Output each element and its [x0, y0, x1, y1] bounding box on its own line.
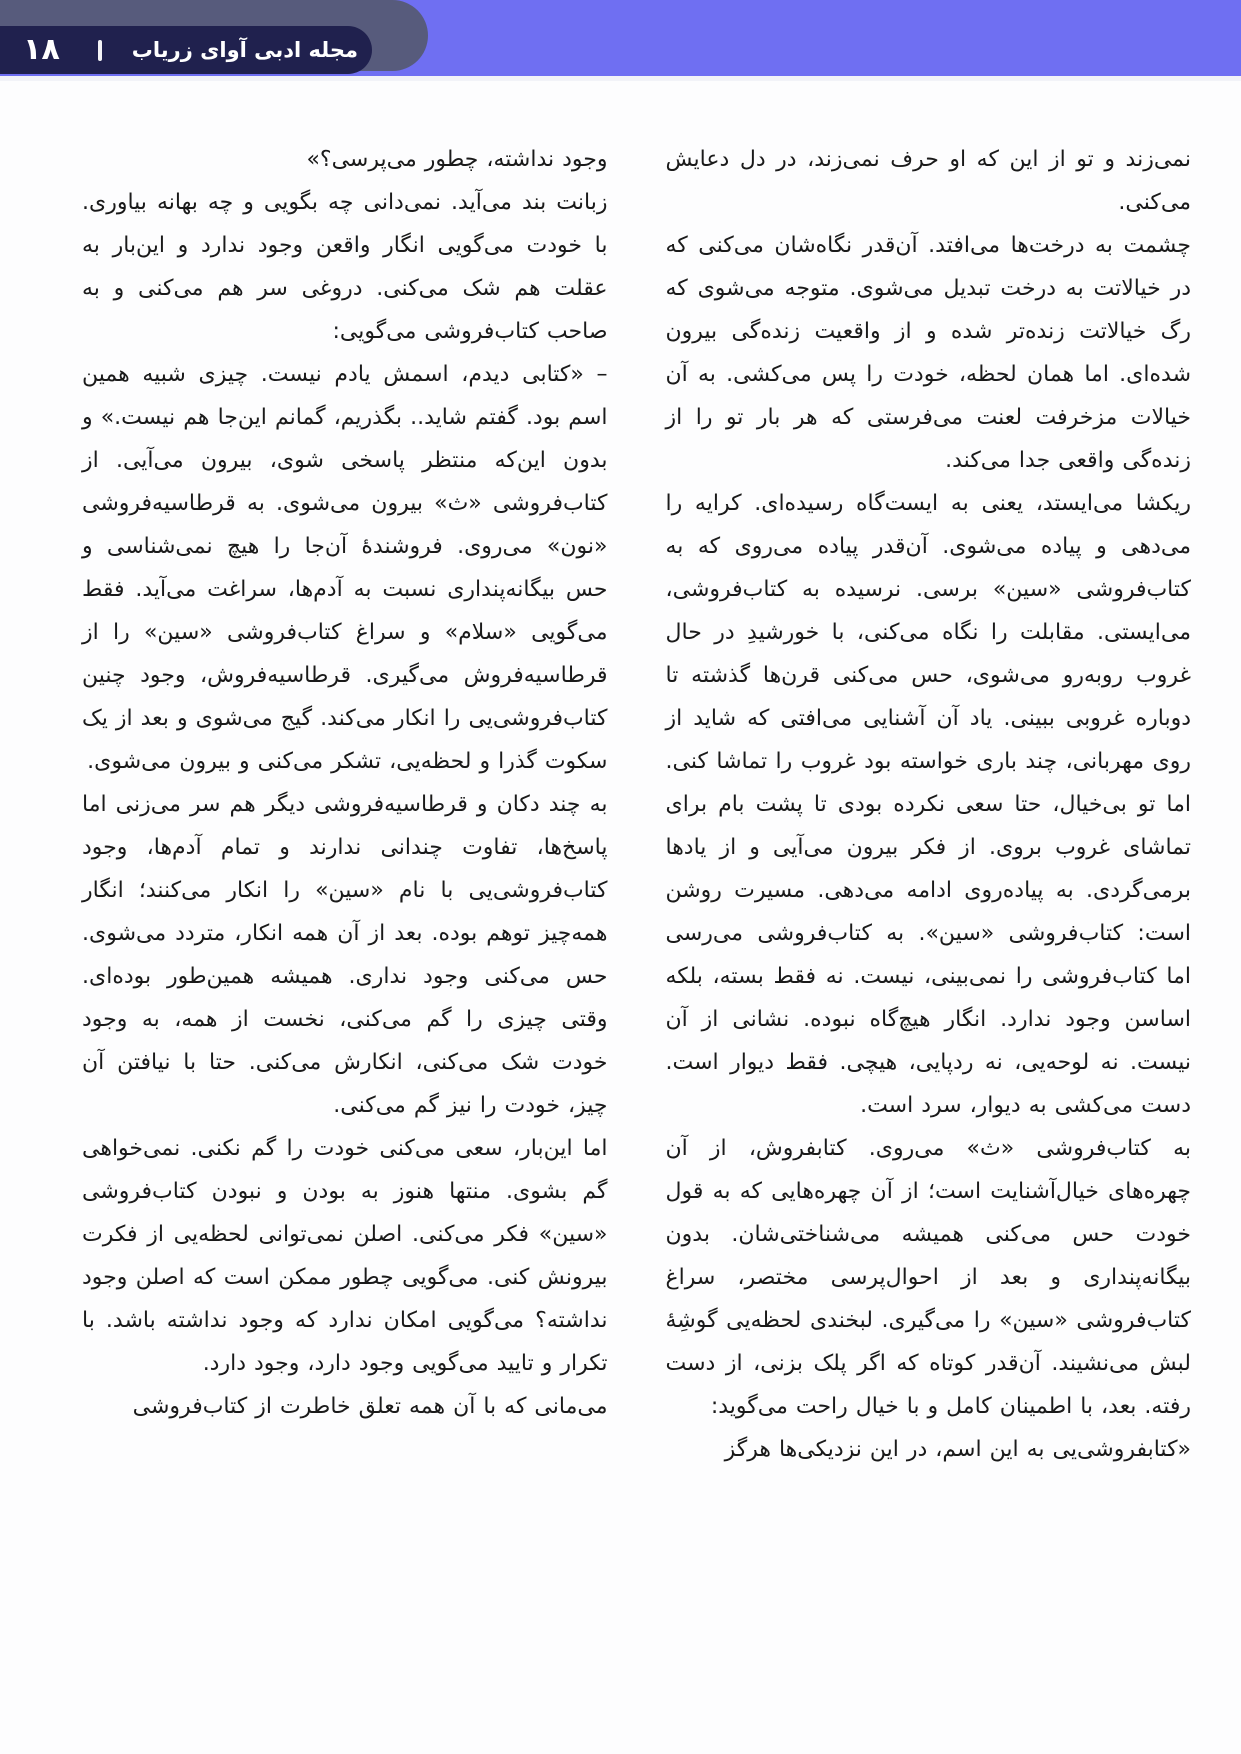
- article-body: [82, 138, 1191, 1471]
- paragraph: می‌مانی که با آن همه تعلق خاطرت از کتاب‌فروشی: [132, 1394, 608, 1419]
- paragraph: به کتاب‌فروشی «ث» می‌روی. کتابفروش، از آن چهره‌های خیال‌آشنایت است؛ از آن چهره‌هایی که به قول خودت حس می‌کنی همیشه می‌شناختی‌شان. بدون بیگانه‌پنداری و بعد از احوال‌پرسی مختصر، سراغ کتاب‌فروشی «سین» را می‌گیری. لبخندی لحظه‌یی گوشِهٔ لبش می‌نشیند. آن‌قدر کوتاه که اگر پلک بزنی، از دست رفته. بعد، با اطمینان کامل و با خیال راحت می‌گوید:: [665, 1136, 1191, 1419]
- paragraph: اما این‌بار، سعی می‌کنی خودت را گم نکنی. نمی‌خواهی گم بشوی. منتها هنوز به بودن و نبودن کتاب‌فروشی «سین» فکر می‌کنی. اصلن نمی‌توانی لحظه‌یی از فکرت بیرونش کنی. می‌گویی چطور ممکن است که اصلن وجود نداشته؟ می‌گویی امکان ندارد که وجود نداشته باشد. با تکرار و تایید می‌گویی وجود دارد، وجود دارد.: [82, 1136, 608, 1376]
- page-number: ۱۸: [23, 32, 60, 67]
- paragraph: زبانت بند می‌آید. نمی‌دانی چه بگویی و چه بهانه بیاوری. با خودت می‌گویی انگار واقعن وجود ندارد و این‌بار به عقلت هم شک می‌کنی. دروغی سر هم می‌کنی و به صاحب کتاب‌فروشی می‌گویی:: [82, 190, 608, 344]
- paragraph: – «کتابی دیدم، اسمش یادم نیست. چیزی شبیه همین اسم بود. گفتم شاید.. بگذریم، گمانم این‌جا هم نیست.» و بدون این‌که منتظر پاسخی شوی، بیرون می‌آیی. از کتاب‌فروشی «ث» بیرون می‌شوی. به قرطاسیه‌فروشی «نون» می‌روی. فروشندهٔ آن‌جا را هیچ نمی‌شناسی و حس بیگانه‌پنداری نسبت به آدم‌ها، سراغت می‌آید. فقط می‌گویی «سلام» و سراغ کتاب‌فروشی «سین» را از قرطاسیه‌فروش می‌گیری. قرطاسیه‌فروش، وجود چنین کتاب‌فروشی‌یی را انکار می‌کند. گیج می‌شوی و بعد از یک سکوت گذرا و لحظه‌یی، تشکر می‌کنی و بیرون می‌شوی.: [82, 362, 608, 774]
- header-pill: [0, 26, 372, 74]
- magazine-title: مجله ادبی آوای زریاب: [131, 38, 358, 62]
- column-right: [666, 138, 1192, 1471]
- paragraph: نمی‌زند و تو از این که او حرف نمی‌زند، در دل دعایش می‌کنی.: [665, 147, 1191, 215]
- paragraph: وجود نداشته، چطور می‌پرسی؟»: [306, 147, 608, 172]
- paragraph: «کتابفروشی‌یی به این اسم، در این نزدیکی‌ها هرگز: [724, 1437, 1191, 1462]
- column-left: [82, 138, 608, 1428]
- header-divider-bar: [98, 40, 102, 61]
- paragraph: به چند دکان و قرطاسیه‌فروشی دیگر هم سر می‌زنی اما پاسخ‌ها، تفاوت چندانی ندارند و تمام آدم‌ها، وجود کتاب‌فروشی‌یی با نام «سین» را انکار می‌کنند؛ انگار همه‌چیز توهم بوده. بعد از آن همه انکار، متردد می‌شوی. حس می‌کنی وجود نداری. همیشه همین‌طور بوده‌ای. وقتی چیزی را گم می‌کنی، نخست از همه، به وجود خودت شک می‌کنی، انکارش می‌کنی. حتا با نیافتن آن چیز، خودت را نیز گم می‌کنی.: [82, 792, 608, 1118]
- paragraph: ریکشا می‌ایستد، یعنی به ایست‌گاه رسیده‌ای. کرایه را می‌دهی و پیاده می‌شوی. آن‌قدر پیاده می‌روی که به کتاب‌فروشی «سین» برسی. نرسیده به کتاب‌فروشی، می‌ایستی. مقابلت را نگاه می‌کنی، با خورشیدِ در حال غروب روبه‌رو می‌شوی، حس می‌کنی قرن‌ها گذشته تا دوباره غروبی ببینی. یاد آن آشنایی می‌افتی که شاید از روی مهربانی، چند باری خواسته بود غروب را تماشا کنی. اما تو بی‌خیال، حتا سعی نکرده بودی تا پشت بام برای تماشای غروب بروی. از فکر بیرون می‌آیی و از یادها برمی‌گردی. به پیاده‌روی ادامه می‌دهی. مسیرت روشن است: کتاب‌فروشی «سین». به کتاب‌فروشی می‌رسی اما کتاب‌فروشی را نمی‌بینی، نیست. نه فقط بسته، بلکه اساسن وجود ندارد. انگار هیچ‌گاه نبوده. نشانی از آن نیست. نه لوحه‌یی، نه ردپایی، هیچی. فقط دیوار است. دست می‌کشی به دیوار، سرد است.: [665, 491, 1191, 1118]
- header-band-shadow: [0, 76, 1241, 81]
- paragraph: چشمت به درخت‌ها می‌افتد. آن‌قدر نگاه‌شان می‌کنی که در خیالاتت به درخت تبدیل می‌شوی. متوجه می‌شوی که رگ خیالاتت زنده‌تر شده و از واقعیت زنده‌گی بیرون شده‌ای. اما همان لحظه، خودت را پس می‌کشی. به آن خیالات مزخرفت لعنت می‌فرستی که هر بار تو را از زنده‌گی واقعی جدا می‌کند.: [665, 233, 1191, 473]
